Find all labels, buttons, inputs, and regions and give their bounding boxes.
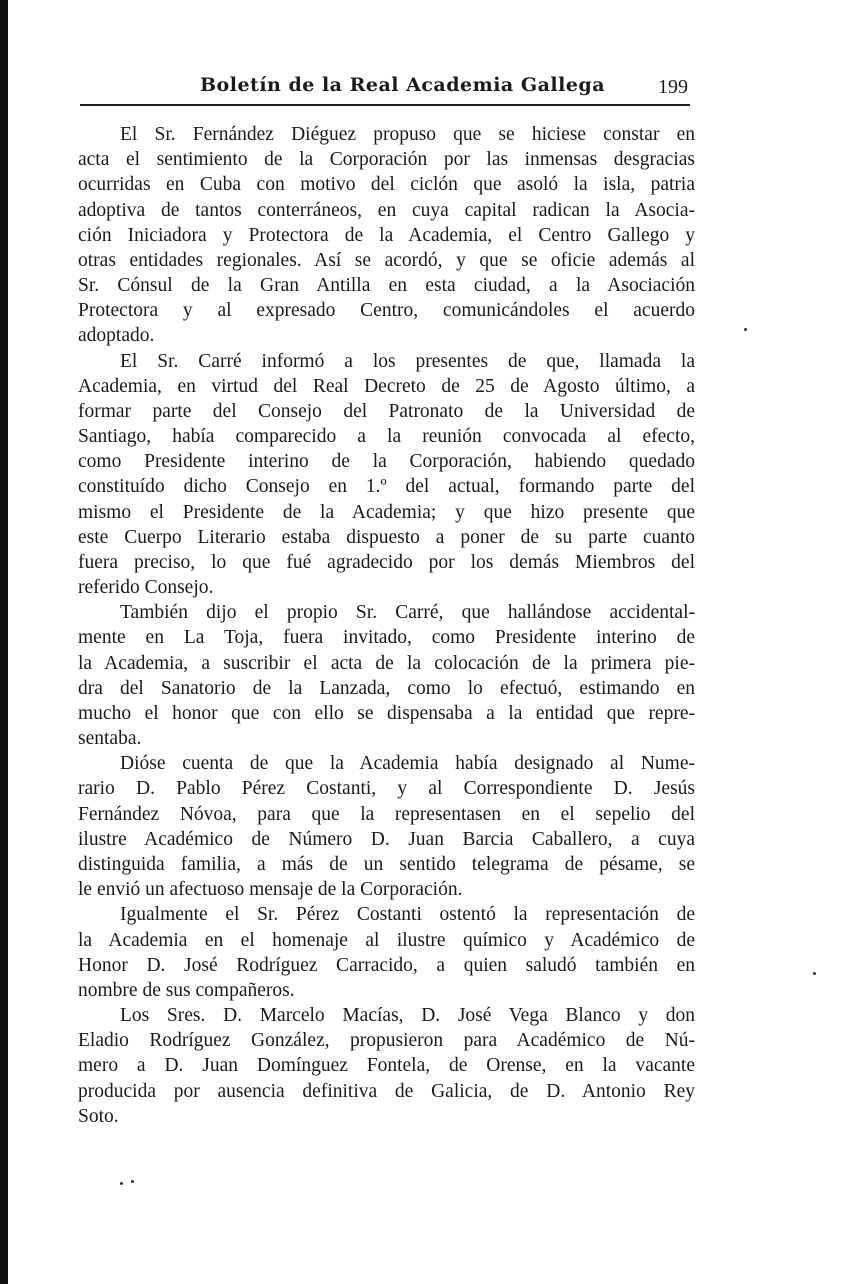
text-line: sentaba. [78, 728, 142, 750]
text-line: dra del Sanatorio de la Lanzada, como lo efectuó, estimando en [78, 677, 695, 699]
text-line: adoptado. [78, 325, 155, 347]
text-line: mero a D. Juan Domínguez Fontela, de Orense, en la vacante [78, 1055, 695, 1077]
text-line: Academia, en virtud del Real Decreto de 25 de Agosto último, a [78, 375, 695, 397]
text-line: adoptiva de tantos conterráneos, en cuya capital radican la Asocia- [78, 199, 695, 221]
text-line: También dijo el propio Sr. Carré, que hallándose accidental- [120, 602, 695, 624]
text-line: formar parte del Consejo del Patronato de la Universidad de [78, 400, 695, 422]
text-line: este Cuerpo Literario estaba dispuesto a poner de su parte cuanto [78, 526, 695, 548]
journal-title: Boletín de la Real Academia Gallega [200, 74, 606, 96]
paragraph [78, 751, 695, 902]
text-line: ilustre Académico de Número D. Juan Barcia Caballero, a cuya [78, 828, 695, 850]
text-line: Protectora y al expresado Centro, comunicándoles el acuerdo [78, 300, 695, 322]
text-line: mucho el honor que con ello se dispensaba a la entidad que repre- [78, 702, 695, 724]
text-line: Honor D. José Rodríguez Carracido, a quien saludó también en [78, 954, 695, 976]
text-line: otras entidades regionales. Así se acordó, y que se oficie además al [78, 249, 695, 271]
text-line: El Sr. Fernández Diéguez propuso que se hiciese constar en [120, 124, 695, 145]
text-line: referido Consejo. [78, 577, 214, 599]
text-line: distinguida familia, a más de un sentido telegrama de pésame, se [78, 853, 695, 875]
body-text [78, 122, 695, 1129]
text-line: nombre de sus compañeros. [78, 979, 295, 1001]
text-line: mente en La Toja, fuera invitado, como Presidente interino de [78, 627, 695, 649]
text-line: Igualmente el Sr. Pérez Costanti ostentó la representación de [120, 904, 695, 926]
text-line: Fernández Nóvoa, para que la representasen en el sepelio del [78, 803, 695, 825]
text-line: le envió un afectuoso mensaje de la Corporación. [78, 879, 463, 901]
text-line: producida por ausencia definitiva de Galicia, de D. Antonio Rey [78, 1080, 695, 1102]
text-line: ocurridas en Cuba con motivo del ciclón que asoló la isla, patria [78, 174, 695, 196]
scan-speck [120, 1182, 123, 1185]
text-line: fuera preciso, lo que fué agradecido por los demás Miembros del [78, 551, 695, 573]
text-line: acta el sentimiento de la Corporación por las inmensas desgracias [78, 149, 695, 171]
text-line: rario D. Pablo Pérez Costanti, y al Correspondiente D. Jesús [78, 778, 695, 800]
paragraph [78, 902, 695, 1003]
scan-speck [744, 328, 747, 331]
scan-left-edge [0, 0, 8, 1284]
scan-speck [131, 1180, 134, 1183]
text-line: Santiago, había comparecido a la reunión convocada al efecto, [78, 426, 695, 448]
page-number: 199 [658, 76, 688, 98]
paragraph [78, 1003, 695, 1129]
text-line: Dióse cuenta de que la Academia había designado al Nume- [120, 753, 695, 775]
text-line: Eladio Rodríguez González, propusieron para Académico de Nú- [78, 1030, 695, 1052]
text-line: ción Iniciadora y Protectora de la Academia, el Centro Gallego y [78, 224, 695, 246]
header-rule [80, 104, 690, 106]
scan-speck [813, 972, 816, 975]
text-line: la Academia en el homenaje al ilustre químico y Académico de [78, 929, 695, 951]
text-line: Sr. Cónsul de la Gran Antilla en esta ciudad, a la Asociación [78, 275, 695, 297]
text-line: como Presidente interino de la Corporación, habiendo quedado [78, 451, 695, 473]
text-line: Los Sres. D. Marcelo Macías, D. José Vega Blanco y don [120, 1005, 695, 1027]
text-line: la Academia, a suscribir el acta de la colocación de la primera pie- [78, 652, 695, 674]
paragraph [78, 600, 695, 751]
paragraph [78, 349, 695, 601]
text-line: mismo el Presidente de la Academia; y que hizo presente que [78, 501, 695, 523]
text-line: Soto. [78, 1105, 119, 1127]
text-line: El Sr. Carré informó a los presentes de que, llamada la [120, 350, 695, 372]
text-line: constituído dicho Consejo en 1.º del actual, formando parte del [78, 476, 695, 498]
paragraph [78, 122, 695, 349]
running-header [80, 72, 690, 102]
